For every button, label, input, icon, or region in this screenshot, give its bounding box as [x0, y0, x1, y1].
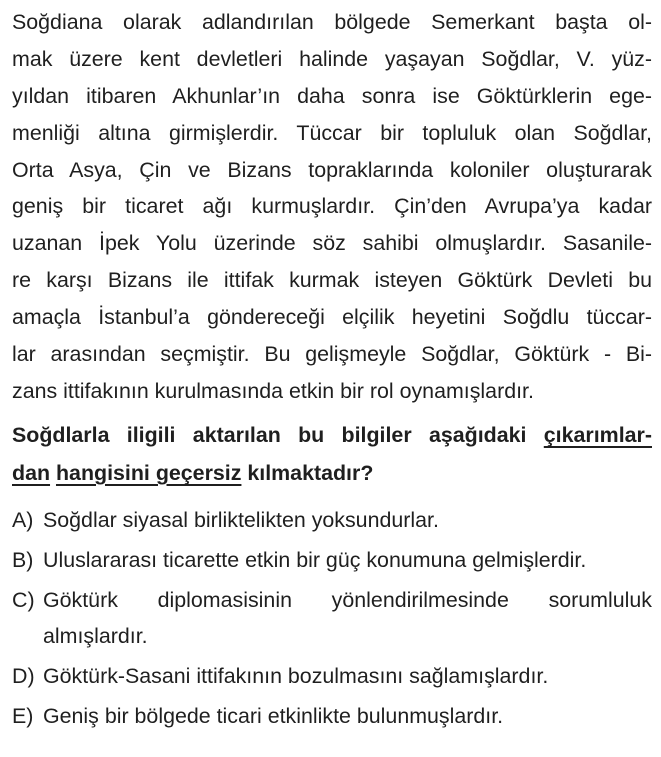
answer-options	[12, 502, 652, 738]
option-text: Geniş bir bölgede ticari etkinlikte bulunmuşlardır.	[43, 704, 504, 728]
option-a[interactable]	[12, 502, 652, 538]
option-e[interactable]	[12, 698, 652, 734]
question-line	[12, 454, 652, 492]
question-text: kılmaktadır?	[241, 461, 374, 485]
question-line	[12, 416, 652, 454]
passage-line: geniş bir ticaret ağı kurmuşlardır. Çin’den Avrupa’ya kadar	[12, 194, 652, 219]
passage-line: zans ittifakının kurulmasında etkin bir rol oynamışlardır.	[12, 378, 534, 403]
passage-line: yıldan itibaren Akhunlar’ın daha sonra ise Göktürklerin ege-	[12, 83, 652, 108]
option-text: Göktürk-Sasani ittifakının bozulmasını sağlamışlardır.	[43, 664, 549, 688]
passage-line: lar arasından seçmiştir. Bu gelişmeyle Soğdlar, Göktürk - Bi-	[12, 342, 652, 367]
question-text: Soğdlarla iligili aktarılan bu bilgiler aşağıdaki	[12, 423, 544, 447]
option-letter: C)	[12, 588, 35, 612]
passage-line: re karşı Bizans ile ittifak kurmak isteyen Göktürk Devleti bu	[12, 268, 652, 293]
question-underlined-text: dan	[12, 461, 51, 485]
passage-line: menliği altına girmişlerdir. Tüccar bir topluluk olan Soğdlar,	[12, 120, 652, 145]
passage-line: amaçla İstanbul’a göndereceği elçilik heyetini Soğdlu tüccar-	[12, 305, 652, 330]
option-text-line: Göktürk diplomasisinin yönlendirilmesinde sorumluluk	[43, 588, 652, 612]
option-text: Soğdlar siyasal birliktelikten yoksundurlar.	[43, 508, 439, 532]
option-letter: D)	[12, 664, 35, 688]
option-letter: B)	[12, 548, 34, 572]
option-text: Uluslararası ticarette etkin bir güç konumuna gelmişlerdir.	[43, 548, 587, 572]
passage-line: Soğdiana olarak adlandırılan bölgede Semerkant başta ol-	[12, 10, 652, 34]
option-text	[43, 582, 652, 654]
option-letter: A)	[12, 508, 34, 532]
passage-line: uzanan İpek Yolu üzerinde söz sahibi olmuşlardır. Sasanile-	[12, 231, 652, 256]
option-d[interactable]	[12, 658, 652, 694]
question-stem	[12, 416, 652, 492]
reading-passage	[12, 4, 652, 410]
option-b[interactable]	[12, 542, 652, 578]
question-underlined-text: çıkarımlar-	[543, 423, 652, 447]
passage-line: Orta Asya, Çin ve Bizans topraklarında koloniler oluşturarak	[12, 157, 652, 182]
question-underlined-text: hangisini geçersiz	[55, 461, 242, 485]
option-c[interactable]	[12, 582, 652, 654]
option-text-line: almışlardır.	[43, 624, 148, 648]
passage-line: mak üzere kent devletleri halinde yaşayan Soğdlar, V. yüz-	[12, 46, 652, 71]
option-letter: E)	[12, 704, 34, 728]
